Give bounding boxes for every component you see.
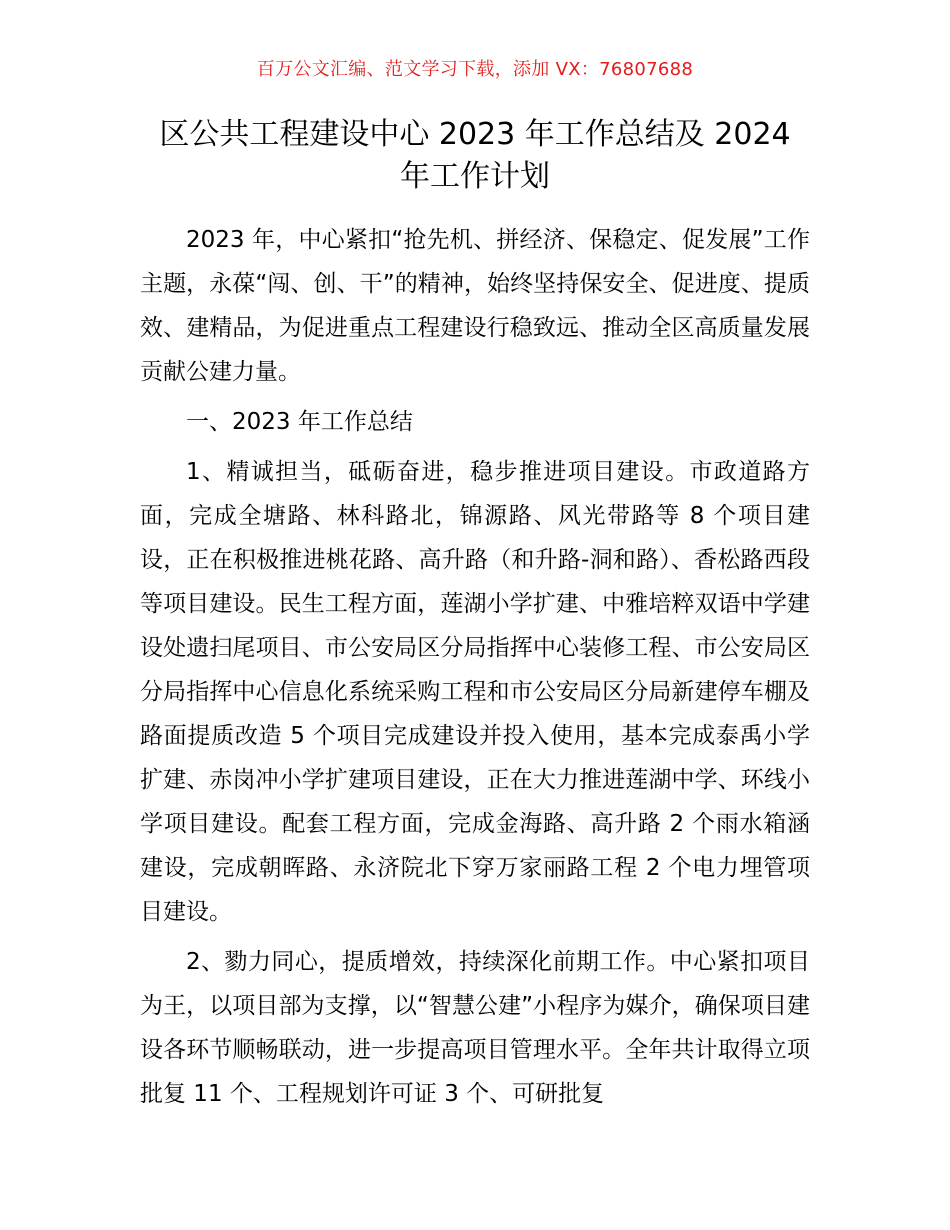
document-title: 区公共工程建设中心 2023 年工作总结及 2024 年工作计划 xyxy=(159,117,791,194)
paragraph-item-1: 1、精诚担当，砥砺奋进，稳步推进项目建设。市政道路方面，完成全塘路、林科路北，锦源路、风光带路等 8 个项目建设，正在积极推进桃花路、高升路（和升路-洞和路）、香松路西段等项目建设。民生工程方面，莲湖小学扩建、中雅培粹双语中学建设处遗扫尾项目、市公安局区分局指挥中心装修工程、市公安局区分局指挥中心信息化系统采购工程和市公安局区分局新建停车棚及路面提质改造 5 个项目完成建设并投入使用，基本完成泰禹小学扩建、赤岗冲小学扩建项目建设，正在大力推进莲湖中学、环线小学项目建设。配套工程方面，完成金海路、高升路 2 个雨水箱涵建设，完成朝晖路、永济院北下穿万家丽路工程 2 个电力埋管项目建设。 xyxy=(140,459,810,925)
paragraph-item-2: 2、勠力同心，提质增效，持续深化前期工作。中心紧扣项目为王，以项目部为支撑，以“智慧公建”小程序为媒介，确保项目建设各环节顺畅联动，进一步提高项目管理水平。全年共计取得立项批复 11 个、工程规划许可证 3 个、可研批复 xyxy=(140,949,810,1107)
intro-paragraph: 2023 年，中心紧扣“抢先机、拼经济、保稳定、促发展”工作主题，永葆“闯、创、干”的精神，始终坚持保安全、促进度、提质效、建精品，为促进重点工程建设行稳致远、推动全区高质量发展贡献公建力量。 xyxy=(140,227,810,385)
section-heading: 一、2023 年工作总结 xyxy=(186,409,413,435)
document-body xyxy=(140,218,810,1116)
header-watermark-note: 百万公文汇编、范文学习下载，添加 VX：76807688 xyxy=(256,59,694,80)
